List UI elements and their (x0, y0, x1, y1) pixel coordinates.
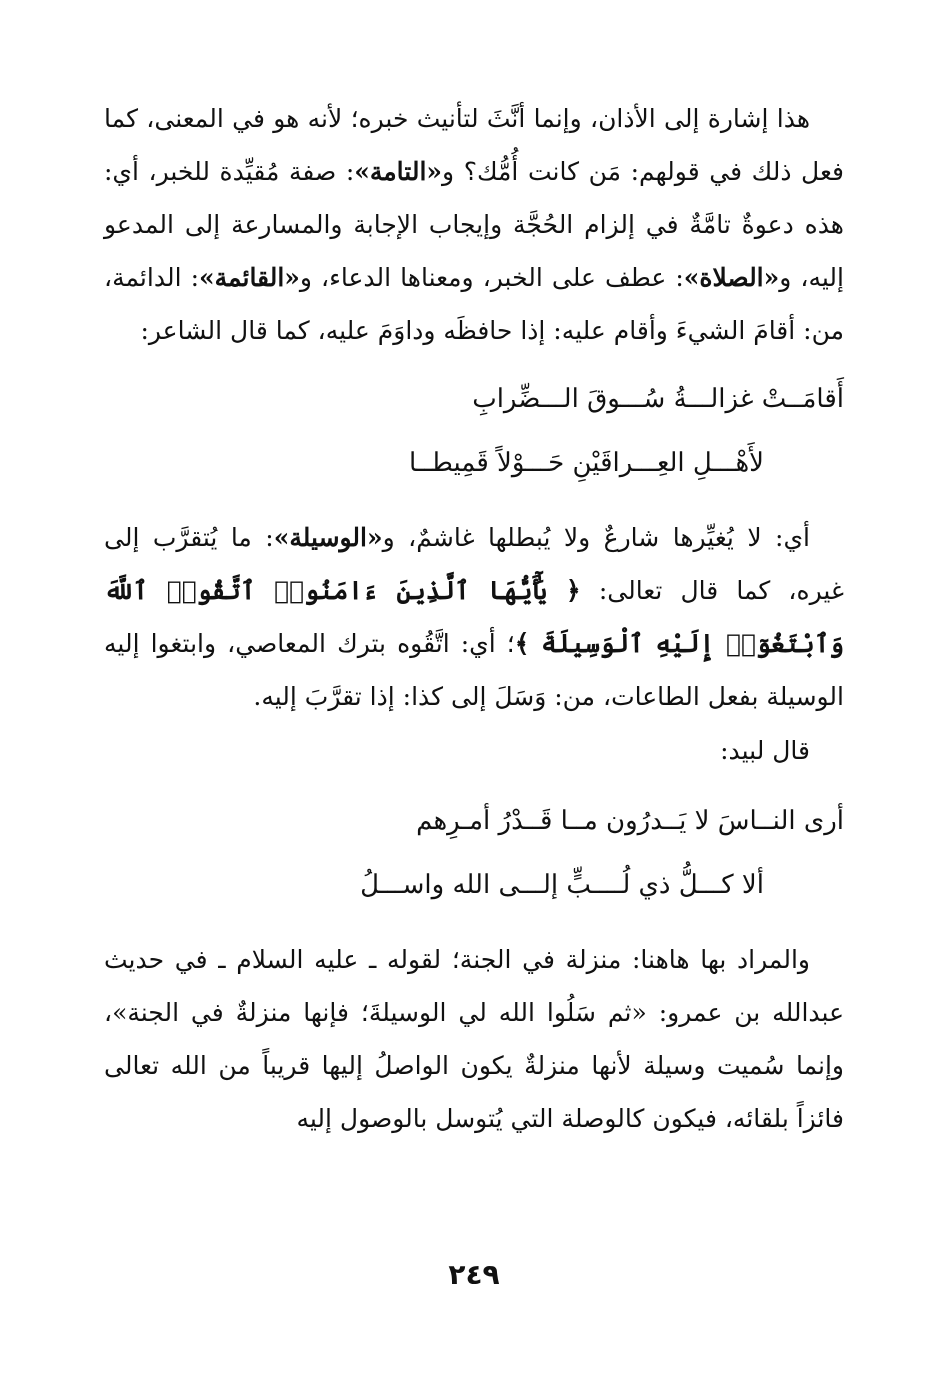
paragraph-1-text-3: : عطف على الخبر، ومعناها الدعاء، و (299, 263, 684, 292)
paragraph-2-text-3: ؛ أي: اتَّقُوه بترك المعاصي، وابتغوا إليه الوسيلة بفعل الطاعات، من: وَسَلَ إلى كذا: إذا تقرَّبَ إليه. (104, 629, 844, 711)
paragraph-1-text-1: هذا إشارة إلى الأذان، وإنما أنَّثَ لتأنيث خبره؛ لأنه هو في المعنى، كما فعل ذلك في قولهم: مَن كانت أُمُّك؟ و (104, 104, 844, 186)
term-wasila: «الوسيلة» (273, 523, 383, 552)
verse-spacer (104, 495, 844, 511)
verse-2-line-2: ألا كـــلُّ ذي لُــــبٍّ إلـــى الله واســـلُ (360, 870, 764, 900)
verse-2-line-1: أرى النــاسَ لا يَــدرُون مــا قَــدْرُ أمـرِهم (416, 806, 844, 836)
verse-1-line-2: لأَهْـــلِ العِـــراقَيْنِ حَـــوْلاً قَمِيطــا (408, 448, 764, 478)
paragraph-2 (104, 511, 844, 723)
paragraph-1-text-4: : الدائمة، من: أقامَ الشيءَ وأقام عليه: إذا حافظَه وداوَمَ عليه، كما قال الشاعر: (104, 263, 844, 345)
term-salat: «الصلاة» (683, 263, 780, 292)
term-qaima: «القائمة» (199, 263, 300, 292)
paragraph-1-text-2: : صفة مُقيِّدة للخبر، أي: هذه دعوةٌ تامَّةٌ في إلزام الحُجَّة وإيجاب الإجابة والمسارعة إلى المدعو إليه، و (104, 157, 844, 292)
paragraph-2-text-1: أي: لا يُغيِّرها شارعٌ ولا يُبطلها غاشمٌ، و (382, 523, 810, 552)
paragraph-3: والمراد بها هاهنا: منزلة في الجنة؛ لقوله ـ عليه السلام ـ في حديث عبدالله بن عمرو: «ثم سَلُوا الله لي الوسيلةَ؛ فإنها منزلةٌ في الجنة»، وإنما سُميت وسيلة لأنها منزلةٌ يكون الواصلُ إليها قريباً من الله تعالى فائزاً بلقائه، فيكون كالوصلة التي يُتوسل بالوصول إليه (104, 945, 844, 1133)
quran-verse: ﴿ يَٰٓأَيُّهَا ٱلَّذِينَ ءَامَنُوا۟ ٱتَّقُوا۟ ٱللَّهَ وَٱبْتَغُوٓا۟ إِلَيْهِ ٱلْوَسِيلَةَ ﴾ (104, 576, 845, 658)
verse-1-line-1: أَقامَــتْ غزالـــةُ سُـــوقَ الـــضِّرابِ (472, 384, 844, 414)
paragraph-1 (104, 92, 844, 357)
verse-spacer-2 (104, 917, 844, 933)
page-body (104, 92, 844, 1145)
paragraph-2-text-2: : ما يُتقرَّب إلى غيره، كما قال تعالى: (104, 523, 845, 605)
term-tamma: «التامة» (354, 157, 443, 186)
page-number: ٢٤٩ (448, 1258, 500, 1291)
label-labid: قال لبيد: (720, 736, 810, 765)
